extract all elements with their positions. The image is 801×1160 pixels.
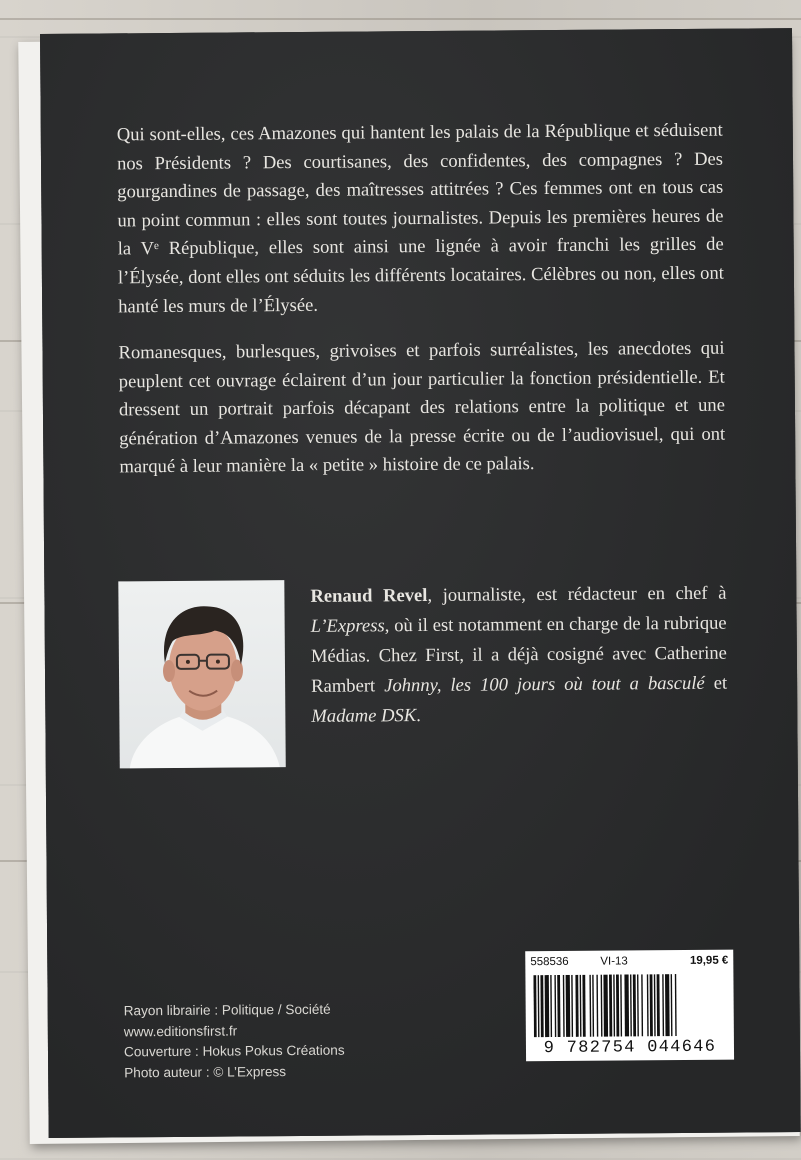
barcode-bar (582, 975, 585, 1037)
price-label: 19,95 € (689, 954, 729, 967)
barcode-bar (624, 974, 629, 1036)
book-title: Madame DSK (311, 705, 417, 727)
bio-text: , journaliste, est rédacteur en chef à (427, 582, 727, 606)
barcode-bar (566, 975, 571, 1037)
barcode-bar (589, 975, 591, 1037)
table-plank-seam (0, 18, 801, 20)
barcode-bar (675, 974, 677, 1036)
barcode-bar (665, 974, 670, 1036)
author-name: Renaud Revel (310, 584, 428, 607)
credit-line-photo: Photo auteur : © L’Express (124, 1063, 287, 1080)
barcode-bar (657, 974, 660, 1036)
barcode-bar (545, 975, 550, 1037)
bio-text: . (416, 705, 421, 727)
barcode-bar (630, 974, 632, 1036)
barcode-bar (654, 974, 656, 1036)
barcode-bar (580, 975, 582, 1037)
barcode-bar (592, 975, 594, 1037)
book-back-cover (40, 28, 801, 1138)
barcode-bar (571, 975, 573, 1037)
barcode-label (525, 950, 734, 1062)
barcode-bar (538, 975, 540, 1037)
barcode-bars (533, 974, 725, 1040)
barcode-bar (550, 975, 552, 1037)
credit-line-website: www.editionsfirst.fr (123, 1022, 238, 1039)
credit-line-couverture: Couverture : Hokus Pokus Créations (123, 1042, 345, 1060)
barcode-bar (620, 974, 622, 1036)
barcode-bar (609, 975, 612, 1037)
bio-text: et (704, 672, 728, 694)
bio-text: , où il est notamment en charge de la rubrique Médias. Chez First, il a déjà cosigné avec Catherine Rambert (310, 612, 727, 697)
isbn-digits: 9 782754 044646 (543, 1037, 717, 1059)
barcode-bar (540, 975, 543, 1037)
barcode-version: VI-13 (600, 955, 628, 968)
book-title: Johnny, les 100 jours où tout a basculé (384, 672, 705, 697)
barcode-bar (557, 975, 560, 1037)
barcode-bar (563, 975, 565, 1037)
barcode-bar (603, 975, 608, 1037)
barcode-bar (554, 975, 556, 1037)
barcode-bar (637, 974, 639, 1036)
barcode-bar (650, 974, 653, 1036)
author-photo (118, 580, 285, 768)
barcode-bar (601, 975, 603, 1037)
author-bio (310, 579, 727, 732)
credit-line-rayon: Rayon librairie : Politique / Société (123, 1001, 331, 1019)
barcode-bar (613, 975, 615, 1037)
barcode-bar (596, 975, 598, 1037)
barcode-bar (575, 975, 578, 1037)
magazine-name: L’Express (310, 615, 385, 637)
barcode-bar (662, 974, 664, 1036)
barcode-bar (533, 975, 536, 1037)
barcode-bar (671, 974, 673, 1036)
barcode-bar (641, 974, 643, 1036)
barcode-bar (633, 974, 636, 1036)
barcode-product-code: 558536 (530, 955, 569, 969)
barcode-bar (616, 974, 619, 1036)
blurb-paragraph-1: Qui sont-elles, ces Amazones qui hantent les palais de la République et séduisent nos Présidents ? Des courtisanes, des confidentes, des compagnes ? Des gourgandines de passage, des maîtresses attitrées ? Ces femmes ont en tous cas un point commun : elles sont toutes journalistes. Depuis les premières heures de la Vᵉ République, elles sont ainsi une lignée à avoir franchi les grilles de l’Élysée, dont elles ont séduits les différents locataires. Célèbres ou non, elles ont hanté les murs de l’Élysée. (116, 119, 724, 317)
publisher-credits (124, 1000, 345, 1084)
barcode-bar (647, 974, 649, 1036)
blurb-paragraph-2: Romanesques, burlesques, grivoises et parfois surréalistes, les anecdotes qui peuplent cet ouvrage éclairent d’un jour particulier la fonction présidentielle. Et dressent un portrait parfois décapant des relations entre la politique et une génération d’Amazones venues de la presse écrite ou de l’audiovisuel, qui ont marqué à leur manière la « petite » histoire de ce palais. (118, 337, 726, 478)
